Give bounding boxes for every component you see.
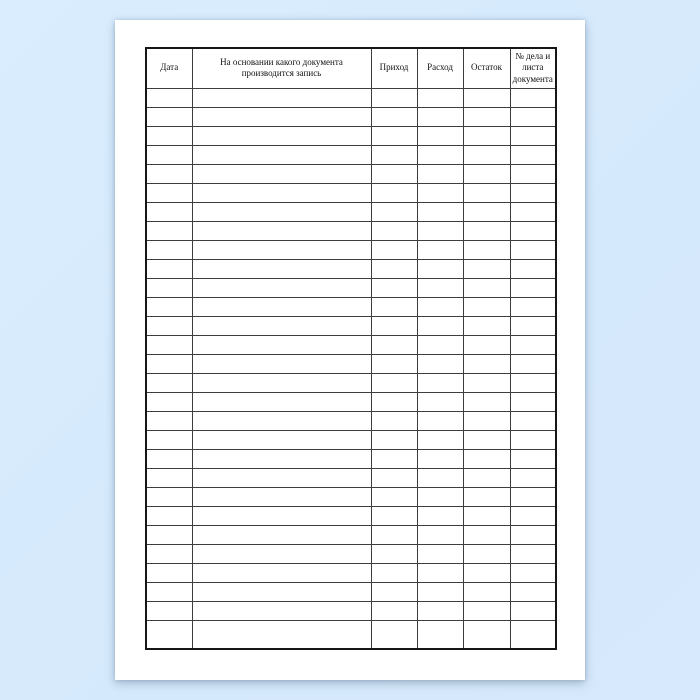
empty-cell [371,430,417,449]
empty-cell [510,620,556,649]
empty-cell [510,107,556,126]
table-row [146,373,556,392]
table-row [146,297,556,316]
empty-cell [371,468,417,487]
empty-cell [463,601,510,620]
empty-cell [192,582,371,601]
empty-cell [146,544,192,563]
empty-cell [371,164,417,183]
empty-cell [510,316,556,335]
empty-cell [510,563,556,582]
empty-cell [510,278,556,297]
empty-cell [417,316,463,335]
empty-cell [192,373,371,392]
empty-cell [417,430,463,449]
table-row [146,221,556,240]
empty-cell [146,468,192,487]
empty-cell [192,259,371,278]
empty-cell [417,335,463,354]
table-row [146,259,556,278]
empty-cell [371,297,417,316]
empty-cell [146,620,192,649]
empty-cell [463,544,510,563]
empty-cell [371,373,417,392]
empty-cell [417,582,463,601]
empty-cell [463,202,510,221]
empty-cell [192,164,371,183]
empty-cell [371,259,417,278]
empty-cell [371,126,417,145]
empty-cell [192,525,371,544]
table-header-row [146,48,556,88]
empty-cell [192,335,371,354]
empty-cell [146,88,192,107]
empty-cell [510,506,556,525]
empty-cell [510,525,556,544]
empty-cell [510,240,556,259]
empty-cell [417,544,463,563]
empty-cell [146,392,192,411]
empty-cell [463,126,510,145]
empty-cell [510,335,556,354]
empty-cell [146,107,192,126]
table-row [146,164,556,183]
empty-cell [417,183,463,202]
empty-cell [510,183,556,202]
empty-cell [463,183,510,202]
empty-cell [192,354,371,373]
empty-cell [463,354,510,373]
empty-cell [146,145,192,164]
empty-cell [371,183,417,202]
empty-cell [417,202,463,221]
empty-cell [192,563,371,582]
empty-cell [146,335,192,354]
empty-cell [192,411,371,430]
table-row [146,354,556,373]
empty-cell [146,221,192,240]
empty-cell [371,392,417,411]
empty-cell [146,563,192,582]
empty-cell [146,278,192,297]
empty-cell [417,392,463,411]
empty-cell [371,145,417,164]
empty-cell [463,411,510,430]
empty-cell [510,354,556,373]
empty-cell [463,259,510,278]
empty-cell [463,506,510,525]
empty-cell [417,487,463,506]
table-row [146,126,556,145]
table-row [146,240,556,259]
empty-cell [463,107,510,126]
empty-cell [371,449,417,468]
empty-cell [146,373,192,392]
empty-cell [463,487,510,506]
empty-cell [146,126,192,145]
empty-cell [510,411,556,430]
empty-cell [463,316,510,335]
empty-cell [417,107,463,126]
empty-cell [371,487,417,506]
empty-cell [463,430,510,449]
empty-cell [510,373,556,392]
column-header-case-sheet-number: № дела и листа документа [510,48,556,88]
empty-cell [417,278,463,297]
empty-cell [510,297,556,316]
column-header-document-basis: На основании какого документа производится запись [192,48,371,88]
empty-cell [463,297,510,316]
table-header [146,48,556,88]
empty-cell [146,164,192,183]
empty-cell [371,88,417,107]
empty-cell [192,183,371,202]
table-row [146,392,556,411]
empty-cell [192,107,371,126]
empty-cell [192,240,371,259]
column-header-balance: Остаток [463,48,510,88]
column-header-income: Приход [371,48,417,88]
empty-cell [192,506,371,525]
empty-cell [146,582,192,601]
table-row [146,563,556,582]
empty-cell [146,449,192,468]
empty-cell [371,335,417,354]
table-row [146,107,556,126]
empty-cell [192,601,371,620]
empty-cell [510,88,556,107]
table-row [146,202,556,221]
empty-cell [146,202,192,221]
empty-cell [463,88,510,107]
empty-cell [192,145,371,164]
empty-cell [371,525,417,544]
empty-cell [192,278,371,297]
empty-cell [371,202,417,221]
empty-cell [417,297,463,316]
empty-cell [510,164,556,183]
table-row [146,411,556,430]
empty-cell [192,620,371,649]
empty-cell [192,126,371,145]
table-row [146,316,556,335]
column-header-date: Дата [146,48,192,88]
empty-cell [510,449,556,468]
empty-cell [417,601,463,620]
empty-cell [371,563,417,582]
empty-cell [146,316,192,335]
empty-cell [192,544,371,563]
empty-cell [417,468,463,487]
empty-cell [463,335,510,354]
table-row [146,506,556,525]
empty-cell [371,601,417,620]
empty-cell [192,392,371,411]
empty-cell [146,240,192,259]
empty-cell [463,145,510,164]
empty-cell [192,487,371,506]
table-row [146,620,556,649]
empty-cell [417,506,463,525]
empty-cell [192,430,371,449]
empty-cell [463,468,510,487]
empty-cell [417,449,463,468]
empty-cell [510,202,556,221]
empty-cell [510,582,556,601]
empty-cell [371,316,417,335]
empty-cell [146,430,192,449]
empty-cell [510,487,556,506]
empty-cell [371,544,417,563]
table-row [146,487,556,506]
empty-cell [463,278,510,297]
empty-cell [371,354,417,373]
empty-cell [146,525,192,544]
table-row [146,335,556,354]
ledger-table [145,47,557,650]
document-page [115,20,585,680]
table-row [146,544,556,563]
empty-cell [192,449,371,468]
empty-cell [146,487,192,506]
empty-cell [510,544,556,563]
empty-cell [371,107,417,126]
empty-cell [146,506,192,525]
empty-cell [417,411,463,430]
empty-cell [417,126,463,145]
empty-cell [463,221,510,240]
empty-cell [417,240,463,259]
empty-cell [510,259,556,278]
empty-cell [371,411,417,430]
empty-cell [417,525,463,544]
table-row [146,582,556,601]
empty-cell [192,468,371,487]
empty-cell [417,620,463,649]
empty-cell [192,88,371,107]
empty-cell [510,145,556,164]
empty-cell [146,297,192,316]
empty-cell [371,582,417,601]
empty-cell [371,278,417,297]
empty-cell [417,373,463,392]
empty-cell [463,525,510,544]
table-row [146,183,556,202]
empty-cell [510,601,556,620]
table-row [146,278,556,297]
empty-cell [417,221,463,240]
empty-cell [192,221,371,240]
empty-cell [192,316,371,335]
empty-cell [463,563,510,582]
empty-cell [463,392,510,411]
empty-cell [146,183,192,202]
empty-cell [463,164,510,183]
table-row [146,449,556,468]
empty-cell [371,240,417,259]
table-row [146,145,556,164]
empty-cell [463,240,510,259]
empty-cell [510,430,556,449]
column-header-expense: Расход [417,48,463,88]
empty-cell [417,88,463,107]
empty-cell [146,411,192,430]
empty-cell [510,392,556,411]
empty-cell [463,620,510,649]
empty-cell [192,202,371,221]
empty-cell [371,506,417,525]
empty-cell [192,297,371,316]
empty-cell [510,221,556,240]
empty-cell [146,259,192,278]
empty-cell [146,354,192,373]
empty-cell [510,468,556,487]
empty-cell [371,221,417,240]
empty-cell [417,354,463,373]
empty-cell [146,601,192,620]
empty-cell [463,373,510,392]
empty-cell [371,620,417,649]
table-row [146,525,556,544]
table-row [146,88,556,107]
empty-cell [463,582,510,601]
empty-cell [417,145,463,164]
empty-cell [417,164,463,183]
empty-cell [417,563,463,582]
ledger-table-body [146,88,556,649]
empty-cell [417,259,463,278]
empty-cell [510,126,556,145]
table-row [146,430,556,449]
table-row [146,601,556,620]
empty-cell [463,449,510,468]
table-row [146,468,556,487]
